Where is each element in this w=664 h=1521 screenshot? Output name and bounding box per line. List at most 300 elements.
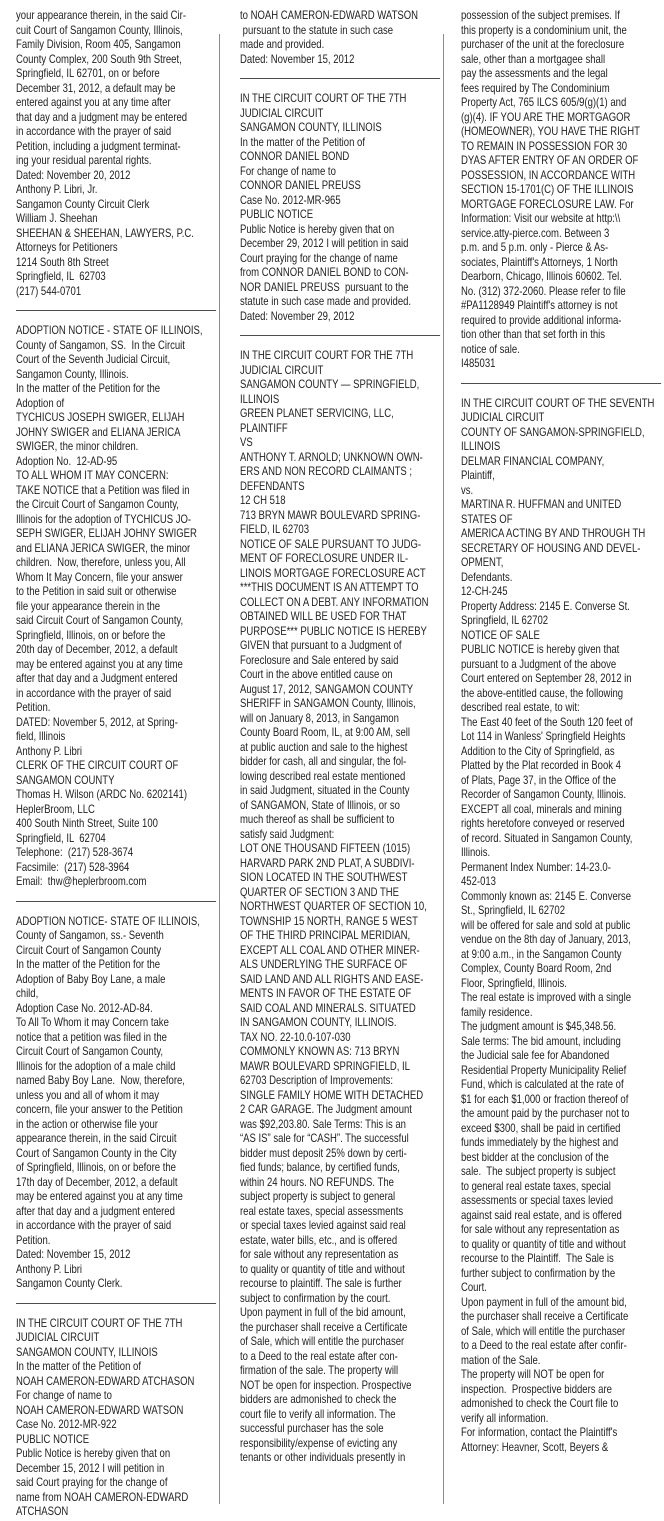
notice-line: #PA1128949 Plaintiff's attorney is not <box>461 298 618 312</box>
notice-line: (HOMEOWNER), YOU HAVE THE RIGHT <box>461 124 640 138</box>
notice-line: Anthony P. Libri <box>16 743 83 758</box>
notice-line: JUDICIAL CIRCUIT <box>16 1330 100 1344</box>
notice-line: bidder must deposit 25% down by certi- <box>240 1145 407 1160</box>
notice-line: Petition, including a judgment terminat- <box>16 138 181 153</box>
notice-line: Circuit Court of Sangamon County <box>16 942 162 957</box>
notice-line: admonished to check the Court file to <box>461 1396 619 1410</box>
notice-line: Dearborn, Chicago, Illinois 60602. Tel. <box>461 269 622 283</box>
notice-line: St., Springfield, IL 62702 <box>461 903 566 917</box>
notice-line: your appearance therein, in the said Cir- <box>16 8 187 22</box>
notice-line: SANGAMON COUNTY <box>16 772 115 787</box>
notice-line: sale, other than a mortgagee shall <box>461 51 606 66</box>
notice-line: TO REMAIN IN POSSESSION FOR 30 <box>461 138 628 153</box>
notice-line: EXCEPT ALL COAL AND OTHER MINER- <box>240 942 420 957</box>
notice-separator <box>16 1303 216 1304</box>
notice-line: Public Notice is hereby given that on <box>240 221 395 236</box>
notice-line: NOAH CAMERON-EDWARD WATSON <box>16 1402 184 1417</box>
notice-line: JUDICIAL CIRCUIT <box>461 410 545 424</box>
notice-line: to a Deed to the real estate after con- <box>240 1348 398 1363</box>
notice-line: in accordance with the prayer of said <box>16 1218 172 1232</box>
notice-line: to general real estate taxes, special <box>461 1178 611 1193</box>
column-divider <box>219 34 220 1504</box>
notice-line: 12-CH-245 <box>461 584 508 598</box>
notice-line: In the matter of the Petition of <box>16 1359 142 1373</box>
notice-line: December 29, 2012 I will petition in said <box>240 236 409 250</box>
notice-line: 12 CH 518 <box>240 493 286 507</box>
notice-line: unless you and all of whom it may <box>16 1087 159 1102</box>
notice-line: Information: Visit our website at http:\\ <box>461 211 621 225</box>
notice-line: court file to verify all information. The <box>240 1406 396 1421</box>
notice-line: 400 South Ninth Street, Suite 100 <box>16 816 158 830</box>
notice-line: IN SANGAMON COUNTY, ILLINOIS. <box>240 1015 397 1029</box>
notice-line: Court of Sangamon County in the City <box>16 1145 177 1160</box>
notice-line: IN THE CIRCUIT COURT OF THE 7TH <box>240 91 407 105</box>
legal-notice <box>16 323 216 889</box>
notice-line: tion other than that set forth in this <box>461 327 606 341</box>
notice-line: $1 for each $1,000 or fraction thereof of <box>461 1091 629 1106</box>
notice-line: ALS UNDERLYING THE SURFACE OF <box>240 957 408 971</box>
notice-line: pursuant to a Judgment of the above <box>461 656 617 671</box>
notice-separator <box>461 383 661 384</box>
notice-line: Court in the above entitled cause on <box>240 667 393 681</box>
notice-line: SEPH SWIGER, ELIJAH JOHNY SWIGER <box>16 526 197 540</box>
notice-line: Plaintiff, <box>461 468 495 482</box>
notice-line: the purchaser shall receive a Certificate <box>240 1319 408 1334</box>
notice-line: ADOPTION NOTICE- STATE OF ILLINOIS, <box>16 913 200 928</box>
notice-line: POSSESSION, IN ACCORDANCE WITH <box>461 167 636 182</box>
notice-line: SANGAMON COUNTY, ILLINOIS <box>240 120 382 134</box>
notice-line: William J. Sheehan <box>16 211 98 225</box>
notice-line: For change of name to <box>240 163 336 178</box>
notice-line: possession of the subject premises. If <box>461 8 620 22</box>
notice-line: of Springfield, Illinois, on or before the <box>16 1160 176 1174</box>
notice-line: IN THE CIRCUIT COURT OF THE 7TH <box>16 1315 183 1330</box>
notice-line: pay the assessments and the legal <box>461 66 608 80</box>
notice-line: PUBLIC NOTICE <box>240 207 314 221</box>
notice-line: in the action or otherwise file your <box>16 1116 158 1131</box>
notice-line: Telephone: (217) 528-3674 <box>16 845 134 859</box>
notice-line: OBTAINED WILL BE USED FOR THAT <box>240 609 407 623</box>
notice-line: OPMENT, <box>461 555 504 569</box>
notice-line: to a Deed to the real estate after confir- <box>461 1338 627 1352</box>
notice-line: AMERICA ACTING BY AND THROUGH TH <box>461 526 646 540</box>
notice-line: Whom It May Concern, file your answer <box>16 569 183 584</box>
notice-line: SANGAMON COUNTY — SPRINGFIELD, <box>240 377 420 391</box>
notice-line: GREEN PLANET SERVICING, LLC, <box>240 406 394 420</box>
notice-line: MAWR BOULEVARD SPRINGFIELD, IL <box>240 1058 410 1073</box>
notice-line: Illinois for the adoption of TYCHICUS JO- <box>16 511 192 526</box>
notice-line: SAID COAL AND MINERALS. SITUATED <box>240 1000 416 1015</box>
notice-line: and ELIANA JERICA SWIGER, the minor <box>16 540 191 555</box>
notice-line: after that day and a Judgment entered <box>16 671 178 685</box>
notice-line: Facsimile: (217) 528-3964 <box>16 859 130 874</box>
notice-line: of SANGAMON, State of Illinois, or so <box>240 797 400 812</box>
notice-line: IN THE CIRCUIT COURT FOR THE 7TH <box>240 348 414 362</box>
notice-line: vs. <box>461 482 474 497</box>
notice-line: ERS AND NON RECORD CLAIMANTS ; <box>240 464 413 478</box>
notice-line: named Baby Boy Lane. Now, therefore, <box>16 1073 185 1087</box>
notice-line: mation of the Sale. <box>461 1352 541 1367</box>
notice-line: Commonly known as: 2145 E. Converse <box>461 888 632 903</box>
notice-line: file your appearance therein in the <box>16 598 161 613</box>
notice-line: TAKE NOTICE that a Petition was filed in <box>16 482 190 497</box>
notice-line: may be entered against you at any time <box>16 1189 183 1203</box>
notice-line: against said real estate, and is offered <box>461 1207 622 1222</box>
notice-line: NOTICE OF SALE PURSUANT TO JUDG- <box>240 536 422 551</box>
notice-line: JOHNY SWIGER and ELIANA JERICA <box>16 424 181 439</box>
column-divider <box>443 34 444 1504</box>
notice-line: NOR DANIEL PREUSS pursuant to the <box>240 279 409 294</box>
notice-line: Springfield, IL 62703 <box>16 269 106 283</box>
legal-notice <box>240 348 440 1465</box>
notice-line: No. (312) 372-2060. Please refer to file <box>461 283 626 298</box>
notice-line: Sangamon County Clerk. <box>16 1276 123 1290</box>
notice-line: verify all information. <box>461 1410 549 1425</box>
notice-line: Adoption of <box>16 395 65 410</box>
notice-line: bidder for cash, all and singular, the fol- <box>240 754 407 768</box>
notice-line: Petition. <box>16 700 51 714</box>
notice-line: in accordance with the prayer of said <box>16 685 172 700</box>
notice-line: SION LOCATED IN THE SOUTHWEST <box>240 870 408 884</box>
notice-line: 713 BRYN MAWR BOULEVARD SPRING- <box>240 507 421 522</box>
notice-line: in said Judgment, situated in the County <box>240 783 410 797</box>
notice-line: Foreclosure and Sale entered by said <box>240 652 399 667</box>
notice-line: COUNTY OF SANGAMON-SPRINGFIELD, <box>461 424 645 439</box>
notice-line: or special taxes levied against said real <box>240 1218 406 1232</box>
notice-line: LOT ONE THOUSAND FIFTEEN (1015) <box>240 841 411 855</box>
notice-line: in accordance with the prayer of said <box>16 124 172 138</box>
notice-column-1 <box>16 8 216 1519</box>
notice-line: LINOIS MORTGAGE FORECLOSURE ACT <box>240 565 426 580</box>
notice-line: NOT be open for inspection. Prospective <box>240 1377 412 1392</box>
notice-line: County Board Room, IL, at 9:00 AM, sell <box>240 725 411 739</box>
notice-line: Illinois. <box>461 845 491 859</box>
notice-line: Property Address: 2145 E. Converse St. <box>461 598 630 613</box>
notice-line: sale. The subject property is subject <box>461 1164 616 1178</box>
notice-line: Circuit Court of Sangamon County, <box>16 1044 164 1058</box>
notice-line: of Sale, which will entitle the purchaser <box>461 1323 626 1338</box>
notice-line: purchaser of the unit at the foreclosure <box>461 37 625 51</box>
notice-line: Complex, County Board Room, 2nd <box>461 961 612 975</box>
notice-line: to NOAH CAMERON-EDWARD WATSON <box>240 8 419 22</box>
notice-line: Petition. <box>16 1232 51 1247</box>
notice-line: PURPOSE*** PUBLIC NOTICE IS HEREBY <box>240 623 427 638</box>
notice-line: County of Sangamon, ss.- Seventh <box>16 928 164 942</box>
notice-line: Addition to the City of Springfield, as <box>461 743 615 758</box>
notice-line: Sangamon County, Illinois. <box>16 366 129 381</box>
notice-line: said Circuit Court of Sangamon County, <box>16 613 184 627</box>
notice-line: PLAINTIFF <box>240 420 288 435</box>
notice-line: Dated: November 15, 2012 <box>240 51 355 66</box>
notice-line: field, Illinois <box>16 729 66 743</box>
notice-separator <box>240 335 440 336</box>
notice-line: 452-013 <box>461 874 496 888</box>
notice-line: cuit Court of Sangamon County, Illinois, <box>16 22 183 37</box>
notice-line: December 31, 2012, a default may be <box>16 80 176 95</box>
notice-line: Defendants. <box>461 569 513 584</box>
notice-line: subject property is subject to general <box>240 1189 396 1203</box>
notice-line: (217) 544-0701 <box>16 283 82 298</box>
notice-line: County of Sangamon, SS. In the Circuit <box>16 337 185 352</box>
notice-line: Dated: November 15, 2012 <box>16 1247 131 1261</box>
notice-line: concern, file your answer to the Petition <box>16 1102 183 1116</box>
notice-line: For change of name to <box>16 1388 112 1402</box>
notice-line: rights heretofore conveyed or reserved <box>461 816 625 830</box>
notice-line: 62703 Description of Improvements: <box>240 1073 394 1087</box>
notice-line: required to provide additional informa- <box>461 312 622 327</box>
notice-line: that day and a judgment may be entered <box>16 109 188 124</box>
notice-line: from CONNOR DANIEL BOND to CON- <box>240 265 409 279</box>
notice-line: ATCHASON <box>16 1504 69 1518</box>
notice-line: of Plats, Page 37, in the Office of the <box>461 772 617 787</box>
notice-line: IN THE CIRCUIT COURT OF THE SEVENTH <box>461 395 655 410</box>
notice-line: said Court praying for the change of <box>16 1475 168 1489</box>
notice-line: Sangamon County Circuit Clerk <box>16 196 150 211</box>
notice-line: Adoption of Baby Boy Lane, a male <box>16 971 166 986</box>
notice-line: SINGLE FAMILY HOME WITH DETACHED <box>240 1087 424 1102</box>
notice-line: inspection. Prospective bidders are <box>461 1381 612 1396</box>
notice-line: County Complex, 200 South 9th Street, <box>16 51 182 66</box>
notice-line: PUBLIC NOTICE <box>16 1431 90 1446</box>
notice-line: Springfield, IL 62704 <box>16 830 106 845</box>
notice-line: recourse to the Plaintiff. The Sale is <box>461 1251 614 1265</box>
notice-line: COLLECT ON A DEBT. ANY INFORMATION <box>240 594 429 609</box>
notice-line: SECRETARY OF HOUSING AND DEVEL- <box>461 540 641 555</box>
notice-line: DEFENDANTS <box>240 478 305 493</box>
notice-line: child, <box>16 986 39 1000</box>
notice-line: MORTGAGE FORECLOSURE LAW. For <box>461 196 634 211</box>
notice-line: TOWNSHIP 15 NORTH, RANGE 5 WEST <box>240 913 418 928</box>
notice-line: estate, water bills, etc., and is offered <box>240 1232 398 1247</box>
notice-line: made and provided. <box>240 37 325 51</box>
notice-line: NOTICE OF SALE <box>461 627 540 642</box>
notice-line: sociates, Plaintiff's Attorneys, 1 North <box>461 254 618 269</box>
notice-line: further subject to confirmation by the <box>461 1265 616 1280</box>
notice-line: Anthony P. Libri, Jr. <box>16 182 98 196</box>
notice-line: HARVARD PARK 2ND PLAT, A SUBDIVI- <box>240 855 415 870</box>
notice-line: Upon payment in full of the amount bid, <box>461 1294 627 1309</box>
notice-line: JUDICIAL CIRCUIT <box>240 362 324 377</box>
notice-line: exceed $300, shall be paid in certified <box>461 1120 621 1135</box>
notice-line: Court entered on September 28, 2012 in <box>461 671 632 685</box>
notice-line: Court of the Seventh Judicial Circuit, <box>16 352 171 366</box>
notice-line: EXCEPT all coal, minerals and mining <box>461 801 622 816</box>
notice-line: COMMONLY KNOWN AS: 713 BRYN <box>240 1044 400 1058</box>
notice-line: I485031 <box>461 356 496 370</box>
notice-line: Dated: November 29, 2012 <box>240 308 355 323</box>
notice-line: Residential Property Municipality Relief <box>461 1062 627 1077</box>
notice-line: Platted by the Plat recorded in Book 4 <box>461 758 621 772</box>
notice-line: “AS IS” sale for “CASH”. The successful <box>240 1131 409 1145</box>
notice-line: Case No. 2012-MR-965 <box>240 192 341 207</box>
notice-line: OF THE THIRD PRINCIPAL MERIDIAN, <box>240 928 411 942</box>
notice-line: Public Notice is hereby given that on <box>16 1446 171 1460</box>
notice-line: appearance therein, in the said Circuit <box>16 1131 177 1145</box>
notice-line: NORTHWEST QUARTER OF SECTION 10, <box>240 899 427 913</box>
notice-line: described real estate, to wit: <box>461 700 580 714</box>
notice-line: ILLINOIS <box>461 439 501 453</box>
notice-line: the Circuit Court of Sangamon County, <box>16 497 179 511</box>
notice-line: the amount paid by the purchaser not to <box>461 1106 630 1120</box>
notice-line: December 15, 2012 I will petition in <box>16 1460 165 1475</box>
notice-line: Sale terms: The bid amount, including <box>461 1033 621 1048</box>
notice-line: ADOPTION NOTICE - STATE OF ILLINOIS, <box>16 323 203 337</box>
notice-line: The property will NOT be open for <box>461 1367 605 1381</box>
notice-line: FIELD, IL 62703 <box>240 522 310 536</box>
notice-line: Recorder of Sangamon County, Illinois. <box>461 787 627 801</box>
notice-line: after that day and a judgment entered <box>16 1203 175 1218</box>
notice-line: ANTHONY T. ARNOLD; UNKNOWN OWN- <box>240 449 423 464</box>
legal-notice <box>240 8 440 66</box>
notice-line: this property is a condominium unit, the <box>461 22 627 37</box>
notice-line: (g)(4). IF YOU ARE THE MORTGAGOR <box>461 109 631 124</box>
notice-line: Attorney: Heavner, Scott, Beyers & <box>461 1439 609 1454</box>
notice-line: Permanent Index Number: 14-23.0- <box>461 859 611 874</box>
notice-line: NOAH CAMERON-EDWARD ATCHASON <box>16 1373 195 1388</box>
notice-line: service.atty-pierce.com. Between 3 <box>461 225 610 240</box>
notice-line: SWIGER, the minor children. <box>16 439 139 453</box>
notice-line: Thomas H. Wilson (ARDC No. 6202141) <box>16 787 188 801</box>
notice-line: vendue on the 8th day of January, 2013, <box>461 932 631 946</box>
notice-separator <box>16 901 216 902</box>
notice-line: of Sale, which will entitle the purchaser <box>240 1334 405 1348</box>
notice-column-3 <box>461 8 661 1454</box>
notice-line: ILLINOIS <box>240 391 280 406</box>
notice-line: Springfield, IL 62702 <box>461 613 549 627</box>
notice-line: real estate taxes, special assessments <box>240 1203 404 1218</box>
notice-line: GIVEN that pursuant to a Judgment of <box>240 638 402 652</box>
notice-line: Attorneys for Petitioners <box>16 240 118 254</box>
legal-notice <box>240 91 440 323</box>
notice-line: to quality or quantity of title and without <box>461 1236 626 1251</box>
notice-line: Property Act, 765 ILCS 605/9(g)(1) and <box>461 95 627 109</box>
notice-line: Adoption No. 12-AD-95 <box>16 453 118 468</box>
notice-line: ***THIS DOCUMENT IS AN ATTEMPT TO <box>240 580 419 594</box>
notice-line: will be offered for sale and sold at public <box>461 917 631 932</box>
legal-notice <box>461 8 661 371</box>
notice-line: for sale without any representation as <box>240 1247 399 1261</box>
notice-separator <box>240 78 440 79</box>
notice-line: SHEEHAN & SHEEHAN, LAWYERS, P.C. <box>16 225 194 240</box>
notice-line: CONNOR DANIEL PREUSS <box>240 178 361 192</box>
notice-line: The East 40 feet of the South 120 feet of <box>461 714 633 729</box>
notice-line: the purchaser shall receive a Certificate <box>461 1309 629 1323</box>
notice-line: QUARTER OF SECTION 3 AND THE <box>240 884 400 899</box>
notice-line: pursuant to the statute in such case <box>240 22 394 37</box>
notice-line: successful purchaser has the sole <box>240 1421 384 1435</box>
notice-line: at public auction and sale to the highest <box>240 739 408 754</box>
notice-line: Dated: November 20, 2012 <box>16 167 131 182</box>
notice-line: of record. Situated in Sangamon County, <box>461 830 633 845</box>
notice-line: subject to confirmation by the court. <box>240 1290 391 1305</box>
notice-line: to quality or quantity of title and without <box>240 1261 405 1276</box>
notice-line: Lot 114 in Wanless' Springfield Heights <box>461 729 626 743</box>
notice-line: MENTS IN FAVOR OF THE ESTATE OF <box>240 986 412 1000</box>
notice-line: was $92,203.80. Sale Terms: This is an <box>240 1116 406 1131</box>
notice-line: Case No. 2012-MR-922 <box>16 1417 117 1431</box>
notice-column-3-content <box>461 8 661 1454</box>
notice-line: 20th day of December, 2012, a default <box>16 642 178 656</box>
legal-notice <box>461 396 661 1455</box>
notice-line: VS <box>240 435 253 449</box>
notice-line: children. Now, therefore, unless you, All <box>16 555 186 569</box>
notice-line: In the matter of the Petition for the <box>16 381 161 395</box>
notice-line: SANGAMON COUNTY, ILLINOIS <box>16 1344 158 1359</box>
notice-line: firmation of the sale. The property will <box>240 1363 399 1377</box>
notice-line: 1214 South 8th Street <box>16 254 109 269</box>
notice-line: HeplerBroom, LLC <box>16 801 95 816</box>
notice-line: Adoption Case No. 2012-AD-84. <box>16 1000 153 1015</box>
notice-line: TYCHICUS JOSEPH SWIGER, ELIJAH <box>16 410 185 424</box>
notice-line: 2 CAR GARAGE. The Judgment amount <box>240 1102 412 1116</box>
notice-line: STATES OF <box>461 511 513 526</box>
notice-line: To All To Whom it may Concern take <box>16 1015 169 1029</box>
notice-line: 17th day of December, 2012, a default <box>16 1174 178 1189</box>
notice-column-2-content <box>240 8 440 1465</box>
notice-line: notice that a petition was filed in the <box>16 1029 167 1044</box>
legal-notice <box>16 8 216 298</box>
notice-line: ing your residual parental rights. <box>16 153 152 167</box>
notice-line: the Judicial sale fee for Abandoned <box>461 1048 610 1062</box>
notice-line: recourse to plaintiff. The sale is further <box>240 1276 402 1290</box>
notice-line: assessments or special taxes levied <box>461 1193 613 1207</box>
notice-line: DYAS AFTER ENTRY OF AN ORDER OF <box>461 153 639 167</box>
notice-line: p.m. and 5 p.m. only - Pierce & As- <box>461 240 609 254</box>
notice-line: responsibility/expense of evicting any <box>240 1435 398 1450</box>
notice-line: Springfield, IL 62701, on or before <box>16 66 160 80</box>
notice-line: SECTION 15-1701(C) OF THE ILLINOIS <box>461 182 634 196</box>
notice-line: statute in such case made and provided. <box>240 294 412 308</box>
notice-line: August 17, 2012, SANGAMON COUNTY <box>240 681 414 696</box>
notice-line: fied funds; balance, by certified funds, <box>240 1160 400 1174</box>
notice-line: satisfy said Judgment: <box>240 826 335 841</box>
notice-line: CONNOR DANIEL BOND <box>240 149 350 163</box>
notice-line: the above-entitled cause, the following <box>461 685 624 700</box>
notice-line: Fund, which is calculated at the rate of <box>461 1077 624 1091</box>
notice-line: SAID LAND AND ALL RIGHTS AND EASE- <box>240 971 424 986</box>
notice-line: tenants or other individuals presently in <box>240 1450 406 1464</box>
notice-separator <box>16 310 216 311</box>
notice-line: within 24 hours. NO REFUNDS. The <box>240 1174 394 1189</box>
notice-line: family residence. <box>461 1004 533 1019</box>
notice-line: Email: thw@heplerbroom.com <box>16 874 147 888</box>
notice-line: Springfield, Illinois, on or before the <box>16 627 166 642</box>
legal-notice <box>16 1316 216 1519</box>
notice-line: will on January 8, 2013, in Sangamon <box>240 710 399 725</box>
notice-line: JUDICIAL CIRCUIT <box>240 105 324 120</box>
notice-line: name from NOAH CAMERON-EDWARD <box>16 1489 189 1504</box>
notice-line: DATED: November 5, 2012, at Spring- <box>16 714 178 729</box>
notice-line: Illinois for the adoption of a male child <box>16 1058 176 1073</box>
notice-line: Floor, Springfield, Illinois. <box>461 975 567 990</box>
notice-line: best bidder at the conclusion of the <box>461 1149 609 1164</box>
notice-line: MENT OF FORECLOSURE UNDER IL- <box>240 551 409 565</box>
notice-line: bidders are admonished to check the <box>240 1392 397 1406</box>
notice-line: at 9:00 a.m., in the Sangamon County <box>461 946 622 961</box>
notice-line: Court. <box>461 1280 487 1294</box>
notice-line: notice of sale. <box>461 341 520 356</box>
notice-line: The real estate is improved with a single <box>461 990 632 1004</box>
notice-line: entered against you at any time after <box>16 95 171 109</box>
notice-line: TAX NO. 22-10.0-107-030 <box>240 1029 351 1044</box>
notice-line: In the matter of the Petition for the <box>16 957 161 971</box>
notice-line: SHERIFF in SANGAMON County, Illinois, <box>240 696 416 710</box>
notice-line: for sale without any representation as <box>461 1222 620 1236</box>
notice-line: MARTINA R. HUFFMAN and UNITED <box>461 497 622 511</box>
notice-line: The judgment amount is $45,348.56. <box>461 1019 617 1033</box>
notice-line: fees required by The Condominium <box>461 80 610 95</box>
notice-line: to the Petition in said suit or otherwise <box>16 584 177 598</box>
